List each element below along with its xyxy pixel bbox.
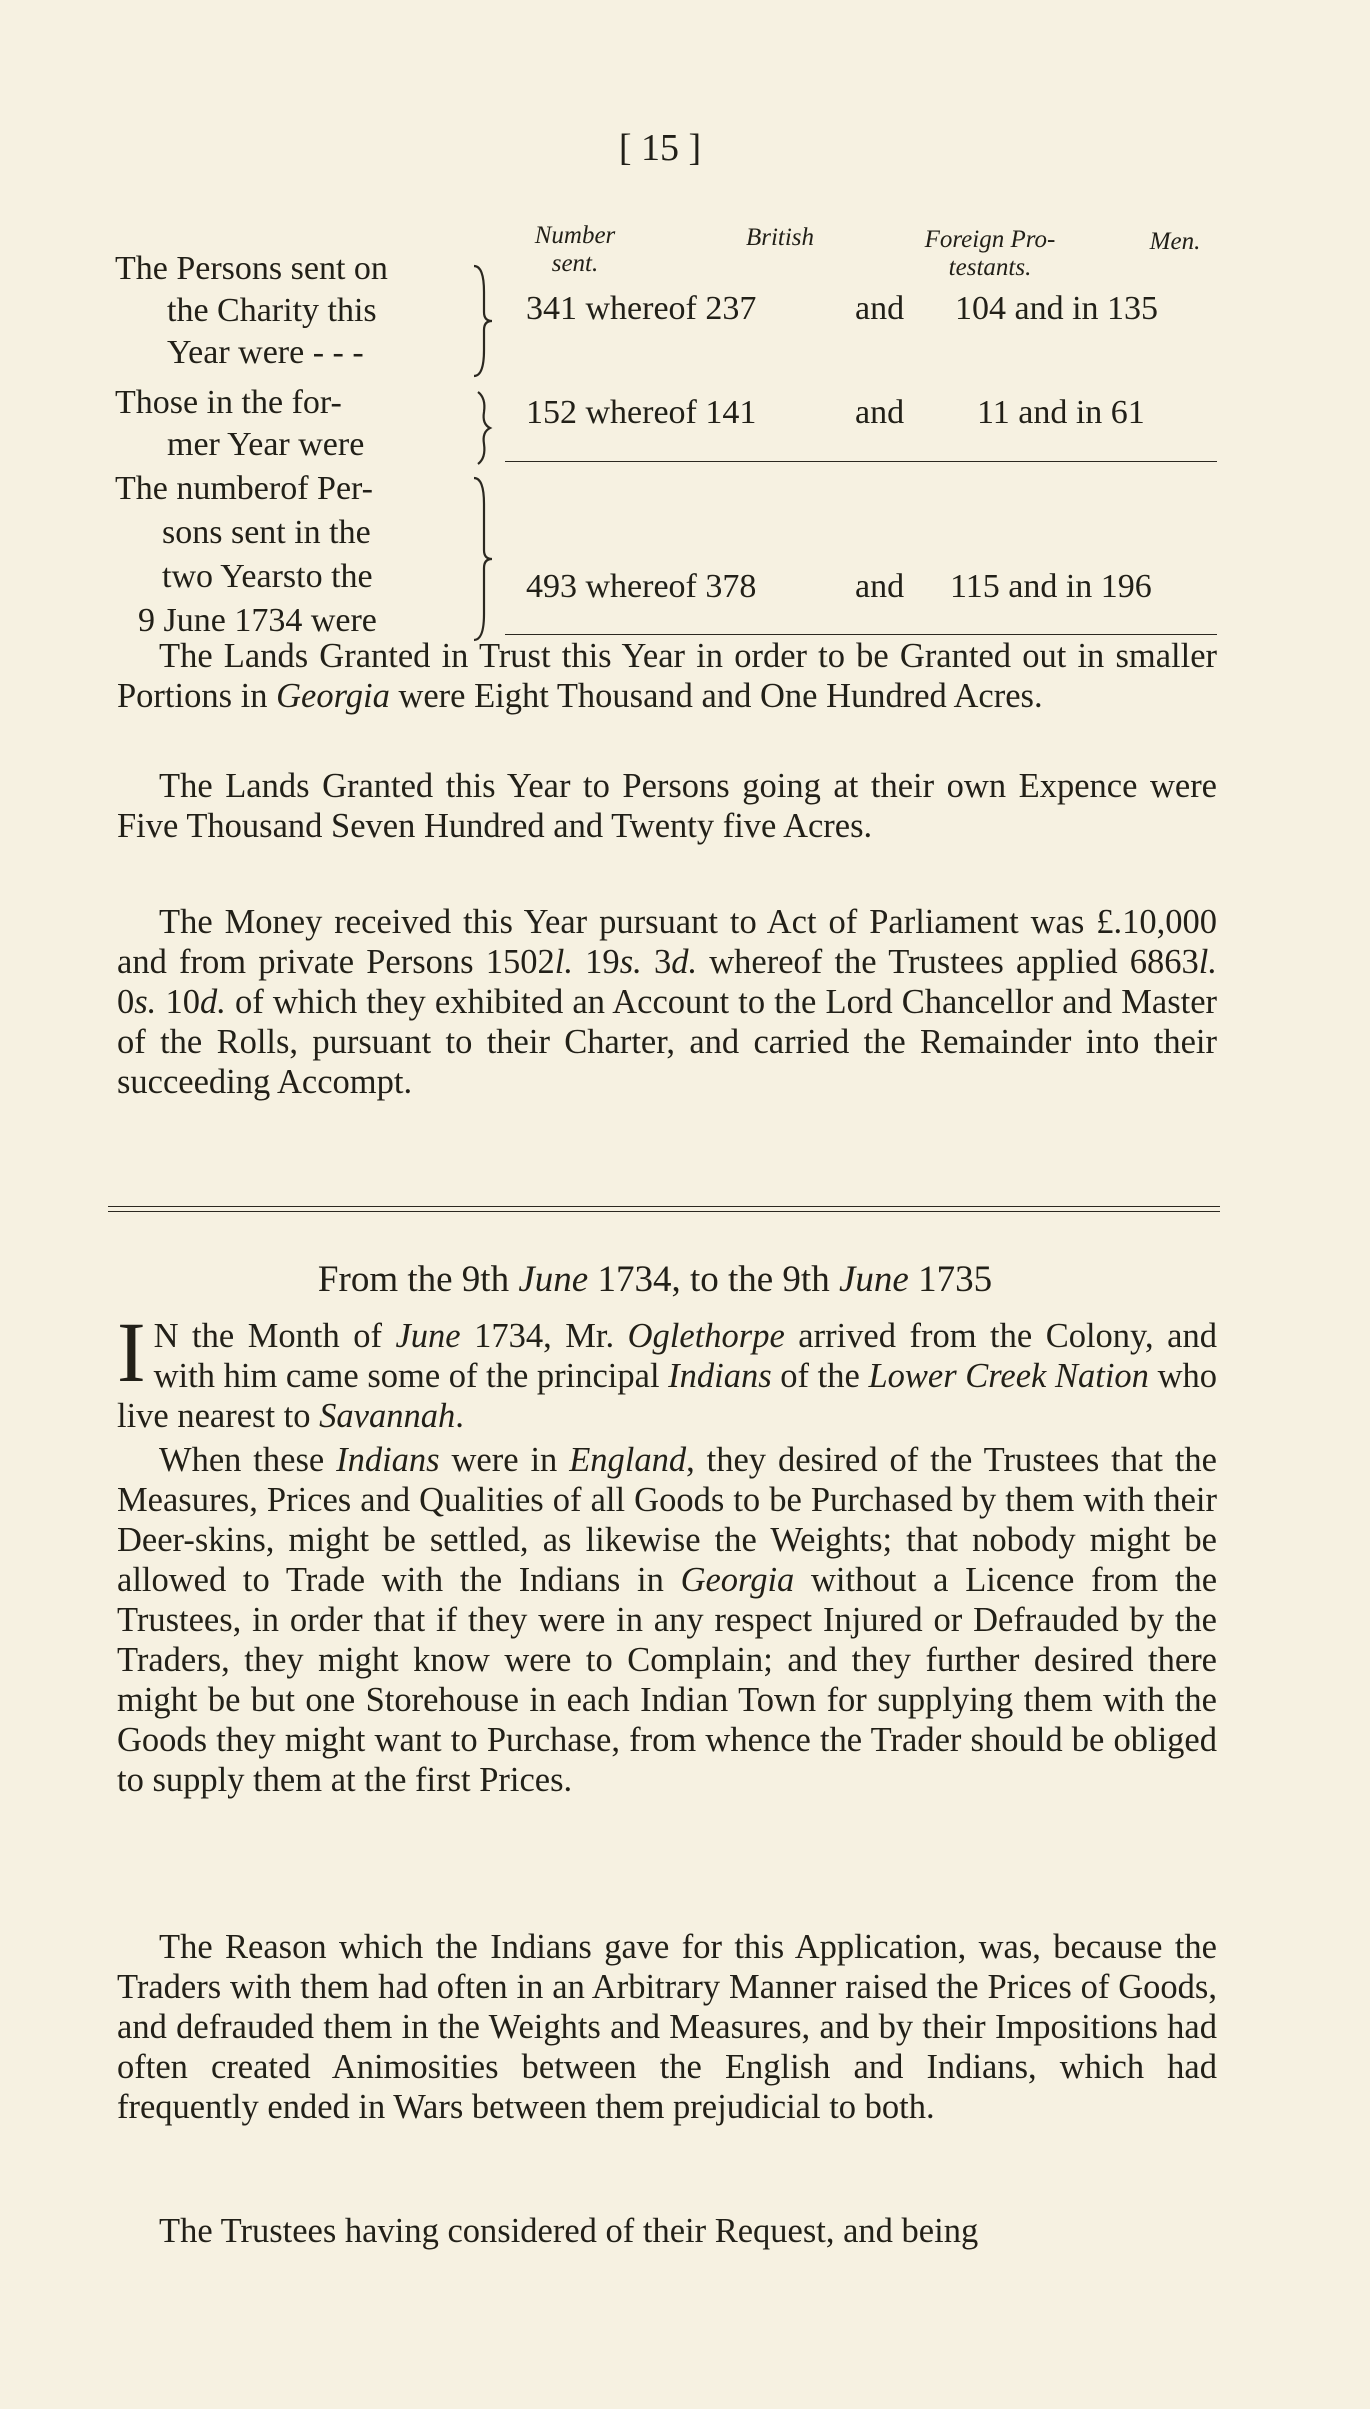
section-heading: From the 9th June 1734, to the 9th June 1735: [317, 1259, 993, 1300]
paragraph-reason: The Reason which the Indians gave for this Application, was, because the Traders with them had often in an Arbitrary Manner raised the Prices of Goods, and defrauded them in the Weights and Measures, and by their Impositions had often created Animosities between the English and Indians, which had frequently ended in Wars between them prejudicial to both.: [117, 1928, 1217, 2126]
row-3-and: and: [855, 568, 905, 605]
row-1-foreign: 104: [955, 290, 1006, 327]
row-3-british: 378: [705, 568, 757, 605]
header-british: British: [745, 224, 815, 251]
row-1-label-line-1: The Persons sent on: [115, 250, 388, 287]
paragraph-indians-in-england: When these Indians were in England, they desired of the Trustees that the Measures, Prices and Qualities of all Goods to be Purchased by them with their Deer-skins, might be settled, as likewise the Weights; that nobody might be allowed to Trade with the Indians in Georgia without a Licence from the Trustees, in order that if they were in any respect Injured or Defrauded by the Traders, they might know were to Complain; and they further desired there might be but one Storehouse in each Indian Town for supplying them with the Goods they might want to Purchase, from whence the Trader should be obliged to supply them at the first Prices.: [117, 1441, 1218, 1799]
row-3-foreign-and-men: [950, 568, 1152, 606]
paragraph-oglethorpe-arrived: I N the Month of June 1734, Mr. Oglethorpe arrived from the Colony, and with him came some of the principal Indians of the Lower Creek Nation who live nearest to Savannah.: [117, 1304, 1217, 1435]
row-2-label-line-1: Those in the for-: [115, 384, 342, 421]
page-number: [ 15 ]: [618, 127, 702, 169]
section-divider-bottom: [108, 1211, 1220, 1212]
row-3-label-line-4: 9 June 1734 were: [138, 602, 377, 639]
row-3-men: 196: [1100, 568, 1152, 605]
row-1-whereof: whereof: [585, 290, 697, 327]
row-3-label-line-2: sons sent in the: [162, 514, 371, 551]
row-3-foreign: 115: [950, 568, 1000, 605]
row-2-british: 141: [705, 394, 757, 431]
section-divider-top: [108, 1206, 1220, 1207]
paragraph-lands-own-expence: The Lands Granted this Year to Persons going at their own Expence were Five Thousand Seven Hundred and Twenty five Acres.: [117, 767, 1217, 845]
row-3-rule: [505, 634, 1217, 635]
row-2-foreign: 11: [977, 394, 1010, 431]
row-2-foreign-and-men: [977, 394, 1145, 432]
row-3-label-line-3: two Yearsto the: [162, 558, 373, 595]
row-2-label-line-2: mer Year were: [167, 426, 365, 463]
row-1-values: [526, 290, 756, 328]
row-1-number: 341: [526, 290, 577, 327]
row-3-brace: [470, 474, 496, 644]
row-1-brace: [470, 262, 496, 380]
row-1-foreign-and-men: [955, 290, 1158, 328]
row-3-whereof: whereof: [585, 568, 697, 605]
header-foreign-protestants: Foreign Pro- testants.: [924, 226, 1056, 281]
row-2-men: 61: [1110, 394, 1145, 431]
row-2-number: 152: [526, 394, 577, 431]
row-1-label-line-3: Year were - - -: [167, 334, 364, 371]
row-3-number: 493: [526, 568, 577, 605]
row-1-british: 237: [705, 290, 757, 327]
row-1-men: 135: [1107, 290, 1159, 327]
row-1-and: and: [855, 290, 905, 327]
row-3-and-in: and in: [1008, 568, 1093, 605]
paragraph-trustees-considered: The Trustees having considered of their Request, and being: [159, 2212, 979, 2250]
row-2-whereof: whereof: [585, 394, 697, 431]
paragraph-lands-in-trust: The Lands Granted in Trust this Year in order to be Granted out in smaller Portions in Georgia were Eight Thousand and One Hundred Acres.: [117, 637, 1217, 715]
row-3-values: [526, 568, 756, 606]
row-2-and-in: and in: [1018, 394, 1103, 431]
row-1-label-line-2: the Charity this: [167, 292, 377, 329]
header-number-sent: Number sent.: [534, 222, 616, 277]
row-2-and: and: [855, 394, 905, 431]
header-men: Men.: [1149, 228, 1201, 255]
drop-cap: I: [117, 1304, 146, 1400]
paragraph-money-received: The Money received this Year pursuant to Act of Parliament was £.10,000 and from private Persons 1502l. 19s. 3d. whereof the Trustees applied 6863l. 0s. 10d. of which they exhibited an Account to the Lord Chancellor and Master of the Rolls, pursuant to their Charter, and carried the Remainder into their succeeding Accompt.: [117, 903, 1218, 1101]
row-2-values: [526, 394, 756, 432]
row-2-brace: [472, 388, 494, 468]
row-1-and-in: and in: [1014, 290, 1099, 327]
row-2-rule: [505, 461, 1217, 462]
row-3-label-line-1: The numberof Per-: [115, 470, 374, 507]
